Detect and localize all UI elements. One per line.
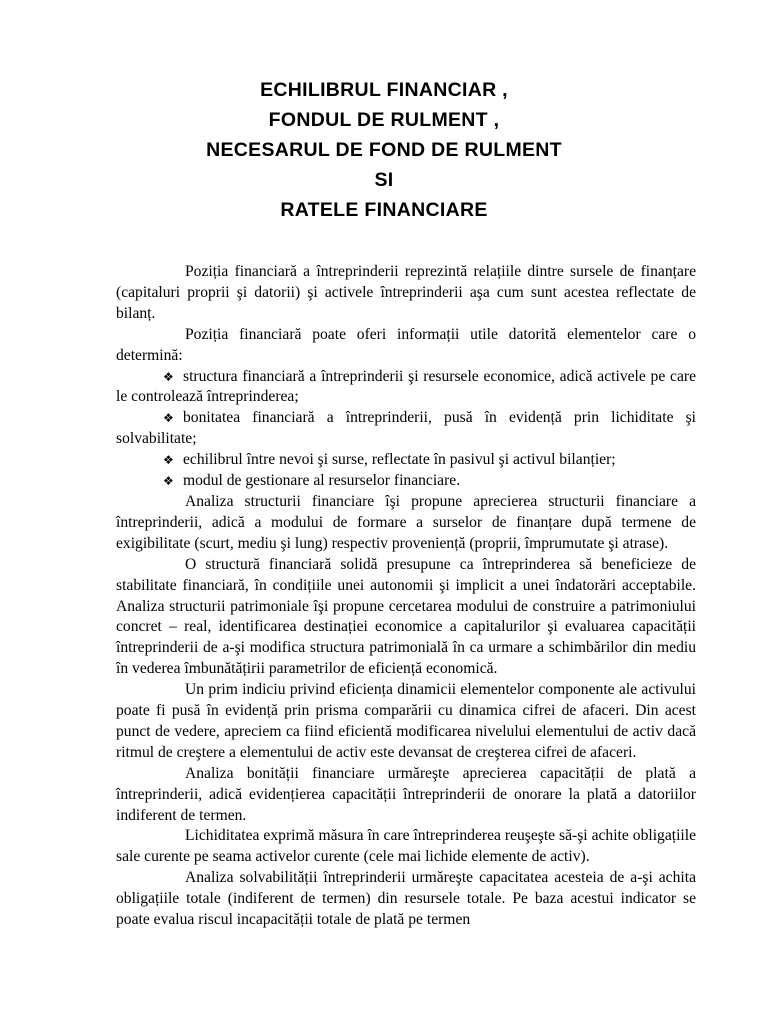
diamond-bullet-icon: ❖ bbox=[163, 453, 174, 468]
paragraph: Analiza solvabilității întreprinderii urmăreşte capacitatea acesteia de a-şi achita obligațiile totale (indiferent de termen) din resursele totale. Pe baza acestui indicator se poate evalua riscul incapacității totale de plată pe termen bbox=[116, 869, 696, 929]
paragraph: O structură financiară solidă presupune ca întreprinderea să beneficieze de stabilitate financiară, în condițiile unei autonomii şi implicit a unei îndatorări acceptabile. Analiza structurii patrimoniale îşi propune cercetarea modului de construire a patrimoniului concret – real, identificarea destinației economice a capitalurilor şi evaluarea capacității întreprinderii de a-şi modifica structura patrimonială în ca urmare a schimbărilor din mediu în vederea îmbunătățirii parametrilor de eficiență economică. bbox=[116, 555, 696, 678]
bullet-item bbox=[116, 408, 696, 450]
bullet-item bbox=[116, 367, 696, 409]
bullet-item bbox=[116, 471, 696, 492]
title-line: RATELE FINANCIARE bbox=[280, 199, 488, 221]
paragraph: Lichiditatea exprimă măsura în care întreprinderea reuşeşte să-şi achite obligațiile sale curente pe seama activelor curente (cele mai lichide elemente de activ). bbox=[116, 827, 696, 866]
diamond-bullet-icon: ❖ bbox=[163, 411, 174, 426]
paragraph: Un prim indiciu privind eficiența dinamicii elementelor componente ale activului poate fi pusă în evidență prin prisma comparării cu dinamica cifrei de afaceri. Din acest punct de vedere, apreciem ca fiind eficientă modificarea nivelului elementului de activ dacă ritmul de creştere a elementului de activ este devansat de creşterea cifrei de afaceri. bbox=[116, 681, 696, 761]
title-line: FONDUL DE RULMENT , bbox=[268, 109, 500, 131]
document-body bbox=[116, 262, 696, 931]
paragraph: Analiza structurii financiare îşi propune aprecierea structurii financiare a întreprinderii, adică a modului de formare a surselor de finanțare după termene de exigibilitate (scurt, mediu şi lung) respectiv proveniență (proprii, împrumutate şi atrase). bbox=[116, 492, 696, 552]
paragraph: Analiza bonității financiare urmăreşte aprecierea capacității de plată a întreprinderii, adică evidențierea capacității întreprinderii de onorare la plată a datoriilor indiferent de termen. bbox=[116, 764, 696, 824]
diamond-bullet-icon: ❖ bbox=[163, 369, 174, 384]
bullet-text: structura financiară a întreprinderii şi resursele economice, adică activele pe care le controlează întreprinderea; bbox=[116, 367, 696, 406]
bullet-text: echilibrul între nevoi şi surse, reflectate în pasivul şi activul bilanțier; bbox=[183, 451, 616, 469]
title-line: ECHILIBRUL FINANCIAR , bbox=[260, 79, 508, 101]
bullet-item bbox=[116, 450, 696, 471]
diamond-bullet-icon: ❖ bbox=[163, 474, 174, 489]
title-line: SI bbox=[374, 169, 394, 191]
title-line: NECESARUL DE FOND DE RULMENT bbox=[206, 139, 562, 161]
bullet-text: modul de gestionare al resurselor financiare. bbox=[183, 472, 461, 490]
paragraph: Poziția financiară a întreprinderii reprezintă relațiile dintre sursele de finanțare (capitaluri proprii şi datorii) şi activele întreprinderii aşa cum sunt acestea reflectate de bilanț. bbox=[116, 263, 696, 322]
bullet-text: bonitatea financiară a întreprinderii, pusă în evidență prin lichiditate şi solvabilitate; bbox=[116, 409, 696, 448]
paragraph: Poziția financiară poate oferi informații utile datorită elementelor care o determină: bbox=[116, 325, 696, 364]
document-title bbox=[0, 75, 768, 225]
